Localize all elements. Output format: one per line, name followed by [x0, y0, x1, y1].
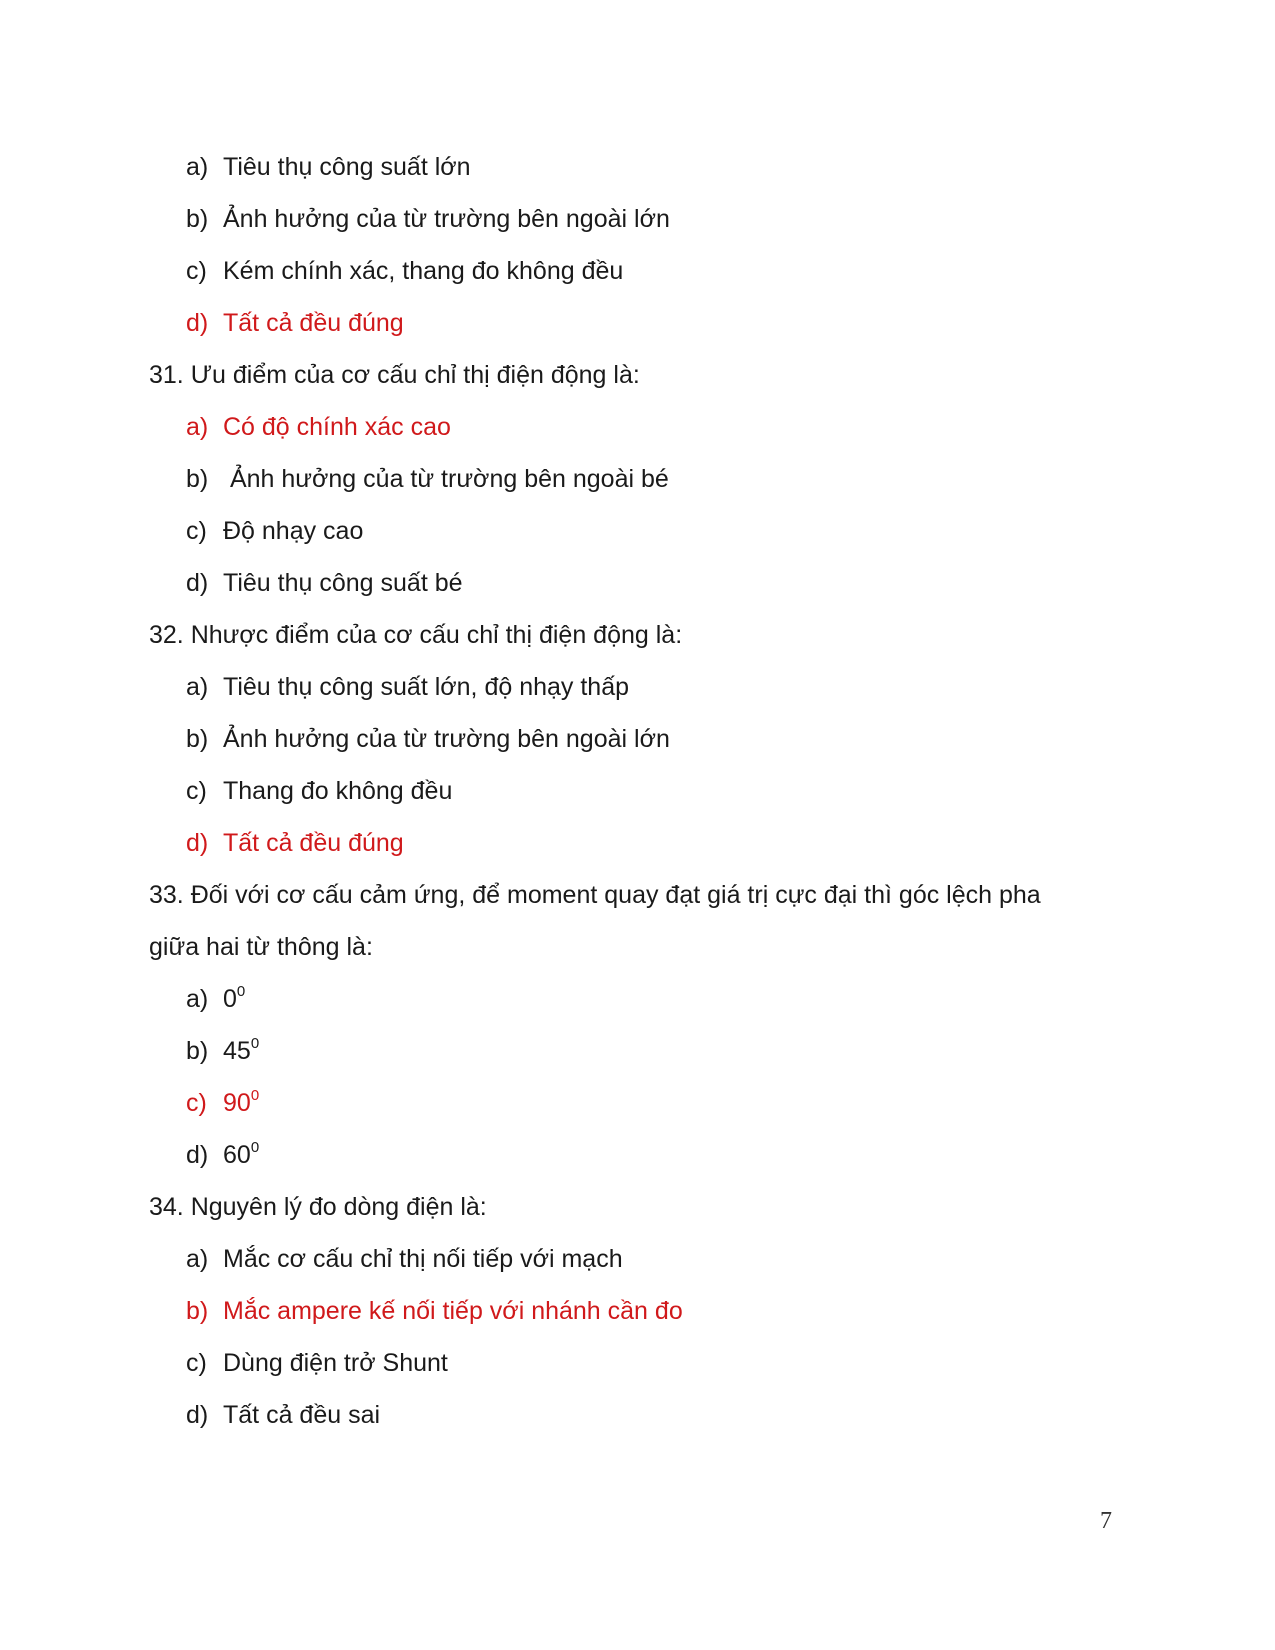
option-label: c) [186, 257, 207, 285]
option-value: 60 [223, 1141, 251, 1169]
option-label: a) [186, 673, 209, 701]
option-label: b) [186, 465, 209, 493]
option-label: d) [186, 569, 209, 597]
q33-option-c-correct [186, 1088, 259, 1118]
option-text: Dùng điện trở Shunt [223, 1349, 448, 1377]
option-label: b) [186, 1297, 209, 1325]
option-text: Tất cả đều sai [223, 1401, 381, 1429]
q31-option-b [186, 464, 669, 494]
option-label: a) [186, 413, 209, 441]
option-text: Tiêu thụ công suất lớn [223, 153, 471, 181]
option-text: Ảnh hưởng của từ trường bên ngoài lớn [223, 725, 670, 753]
option-text: Mắc ampere kế nối tiếp với nhánh cần đo [223, 1297, 683, 1325]
q34-option-b-correct [186, 1296, 683, 1326]
option-text: Tất cả đều đúng [223, 829, 404, 857]
q32-option-a [186, 672, 629, 702]
question-33-line2: giữa hai từ thông là: [149, 933, 373, 961]
option-label: b) [186, 725, 209, 753]
q34-option-d [186, 1400, 380, 1430]
page-number: 7 [1100, 1508, 1112, 1534]
option-text: Có độ chính xác cao [223, 413, 451, 441]
q32-option-c [186, 776, 452, 806]
q30-option-b [186, 204, 670, 234]
option-text: Tiêu thụ công suất bé [223, 569, 463, 597]
question-32: 32. Nhược điểm của cơ cấu chỉ thị điện động là: [149, 621, 683, 649]
option-label: c) [186, 517, 207, 545]
q33-option-b [186, 1036, 259, 1066]
option-text: Tiêu thụ công suất lớn, độ nhạy thấp [223, 673, 630, 701]
question-33-line1: 33. Đối với cơ cấu cảm ứng, để moment quay đạt giá trị cực đại thì góc lệch pha [149, 881, 1041, 909]
q34-option-c [186, 1348, 448, 1378]
option-label: c) [186, 1089, 207, 1117]
q31-option-d [186, 568, 463, 598]
degree-superscript: 0 [236, 983, 246, 1000]
option-label: a) [186, 1245, 209, 1273]
option-text: Độ nhạy cao [223, 517, 364, 545]
degree-superscript: 0 [250, 1035, 260, 1052]
q32-option-b [186, 724, 670, 754]
option-label: a) [186, 153, 209, 181]
q33-option-a [186, 984, 245, 1014]
option-text: Tất cả đều đúng [223, 309, 404, 337]
option-label: d) [186, 309, 209, 337]
q30-option-d-correct [186, 308, 404, 338]
question-34: 34. Nguyên lý đo dòng điện là: [149, 1193, 487, 1221]
option-text: Mắc cơ cấu chỉ thị nối tiếp với mạch [223, 1245, 623, 1273]
option-text: Ảnh hưởng của từ trường bên ngoài lớn [223, 205, 670, 233]
q31-option-c [186, 516, 363, 546]
option-text: Ảnh hưởng của từ trường bên ngoài bé [223, 465, 669, 493]
q30-option-a [186, 152, 471, 182]
degree-superscript: 0 [250, 1087, 260, 1104]
option-label: d) [186, 1141, 209, 1169]
option-value: 45 [223, 1037, 251, 1065]
option-value: 0 [223, 985, 237, 1013]
degree-superscript: 0 [250, 1139, 260, 1156]
q31-option-a-correct [186, 412, 451, 442]
option-value: 90 [223, 1089, 251, 1117]
option-text: Thang đo không đều [223, 777, 453, 805]
option-label: b) [186, 205, 209, 233]
option-label: c) [186, 1349, 207, 1377]
q33-option-d [186, 1140, 259, 1170]
option-label: c) [186, 777, 207, 805]
option-label: d) [186, 829, 209, 857]
option-text: Kém chính xác, thang đo không đều [223, 257, 624, 285]
q34-option-a [186, 1244, 623, 1274]
q30-option-c [186, 256, 623, 286]
option-label: a) [186, 985, 209, 1013]
option-label: d) [186, 1401, 209, 1429]
question-31: 31. Ưu điểm của cơ cấu chỉ thị điện động là: [149, 361, 640, 389]
option-label: b) [186, 1037, 209, 1065]
q32-option-d-correct [186, 828, 404, 858]
